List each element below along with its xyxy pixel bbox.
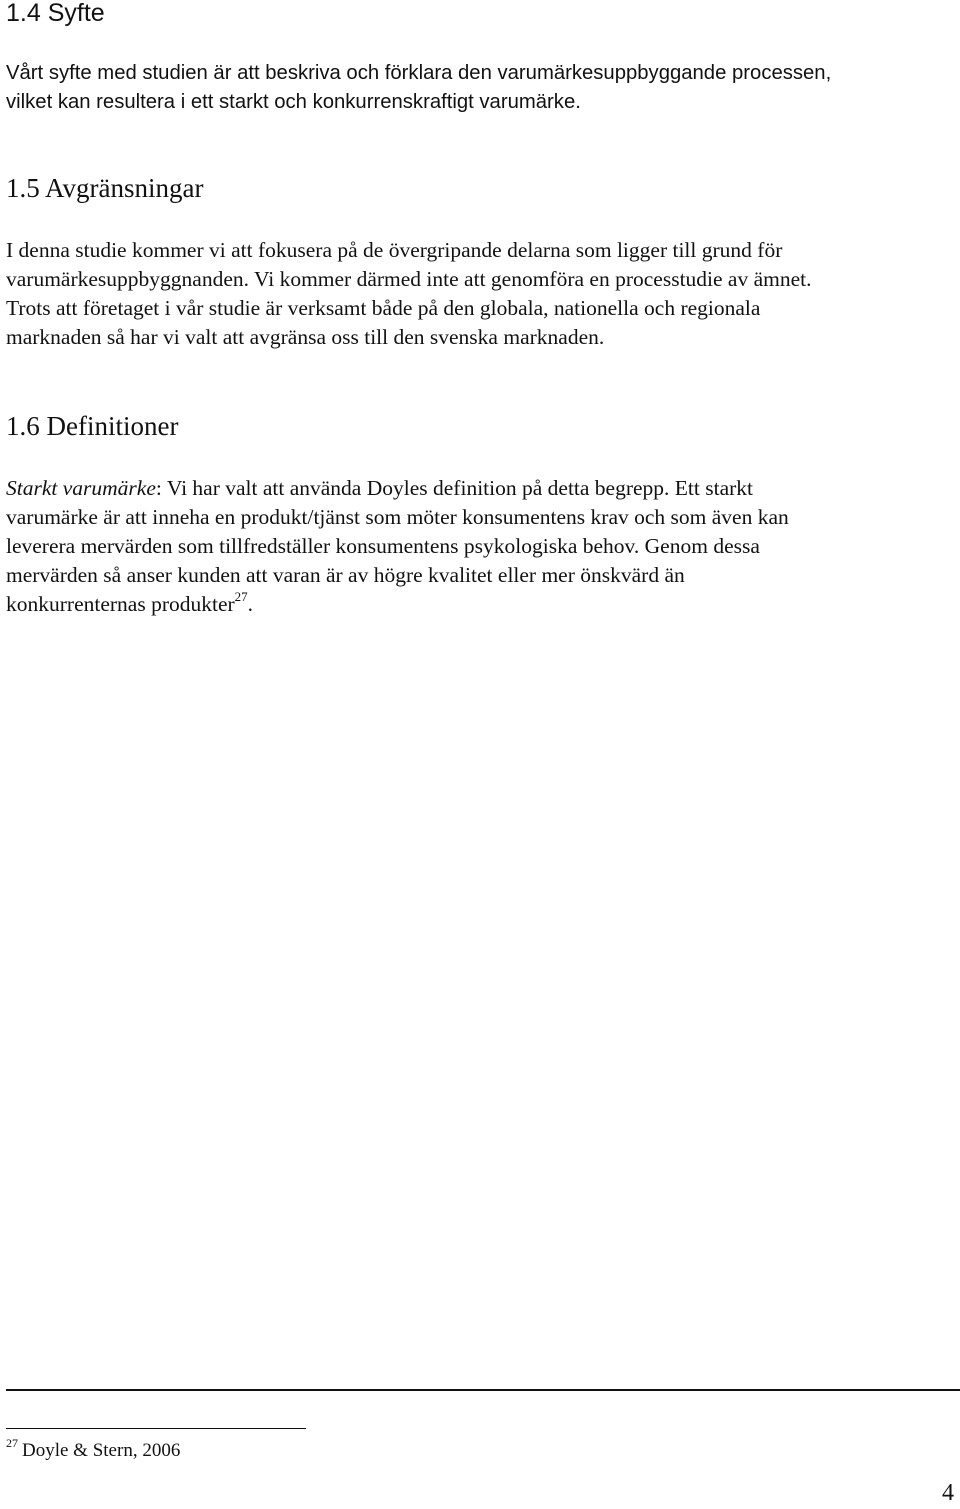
text-line: leverera mervärden som tillfredställer konsumentens psykologiska behov. Genom dessa [6, 534, 760, 558]
footnote-separator [6, 1428, 306, 1429]
section-heading-definitioner: 1.6 Definitioner [6, 411, 179, 441]
sentence-end: . [247, 592, 254, 616]
page-number: 4 [942, 1480, 954, 1506]
text-line: varumärke är att inneha en produkt/tjänst som möter konsumentens krav och som även kan [6, 505, 789, 529]
text-line: Trots att företaget i vår studie är verksamt både på den globala, nationella och regionala [6, 296, 761, 320]
footnote-text: Doyle & Stern, 2006 [22, 1440, 181, 1461]
text-line [6, 590, 789, 619]
text-line: vilket kan resultera i ett starkt och konkurrenskraftigt varumärke. [6, 91, 581, 113]
text-line: marknaden så har vi valt att avgränsa oss till den svenska marknaden. [6, 325, 605, 349]
definition-text: konkurrenternas produkter [6, 592, 235, 616]
paragraph-avgransningar [6, 236, 812, 352]
footnote-reference[interactable]: 27 [234, 589, 248, 604]
paragraph-syfte [6, 59, 831, 117]
footnote [6, 1436, 181, 1462]
page-bottom-rule [6, 1389, 960, 1391]
section-heading-avgransningar: 1.5 Avgränsningar [6, 173, 204, 203]
text-line: I denna studie kommer vi att fokusera på de övergripande delarna som ligger till grund för [6, 238, 783, 262]
text-line: varumärkesuppbyggnanden. Vi kommer därmed inte att genomföra en processtudie av ämnet. [6, 267, 812, 291]
text-line: Vårt syfte med studien är att beskriva och förklara den varumärkesuppbyggande processen, [6, 62, 832, 84]
text-line [6, 474, 789, 503]
text-line: mervärden så anser kunden att varan är av högre kvalitet eller mer önskvärd än [6, 563, 685, 587]
section-heading-syfte: 1.4 Syfte [6, 0, 105, 27]
paragraph-definitioner [6, 474, 789, 619]
footnote-number: 27 [6, 1436, 18, 1450]
defined-term: Starkt varumärke [6, 476, 156, 500]
definition-text: : Vi har valt att använda Doyles definition på detta begrepp. Ett starkt [155, 476, 754, 500]
